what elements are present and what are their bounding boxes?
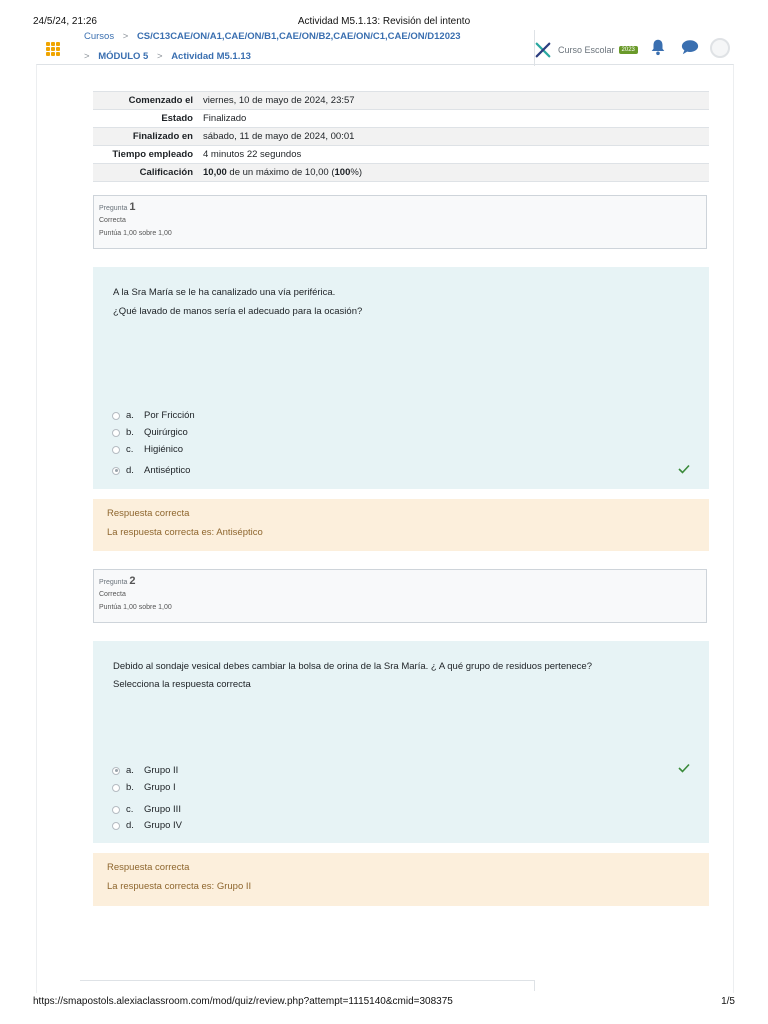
summary-row [93,128,709,146]
summary-value: sábado, 11 de mayo de 2024, 00:01 [203,131,355,142]
answer-option[interactable] [112,804,181,815]
option-letter: c. [126,444,134,455]
attempt-summary-table [93,91,709,182]
chevron-right-icon: > [122,31,129,42]
breadcrumb-activity[interactable]: Actividad M5.1.13 [171,51,251,62]
option-label: Grupo IV [144,820,183,831]
summary-label: Finalizado en [132,131,193,142]
answer-option[interactable] [112,782,176,793]
option-letter: d. [126,820,134,831]
user-avatar-icon[interactable] [710,38,730,58]
print-page-number: 1/5 [721,996,735,1007]
summary-row [93,110,709,128]
brand[interactable] [534,41,638,59]
summary-row [93,92,709,110]
question-state: Correcta [99,217,126,224]
option-label: Por Fricción [144,410,195,421]
radio-button-checked[interactable] [112,767,120,775]
radio-button[interactable] [112,429,120,437]
grade-value: 10,00 [203,167,227,178]
print-header [33,16,735,30]
print-title: Actividad M5.1.13: Revisión del intento [297,16,471,27]
answer-option[interactable] [112,427,188,438]
question-number-value: 2 [129,575,136,587]
feedback-text: La respuesta correcta es: Grupo II [107,881,252,892]
summary-grade [198,164,709,182]
option-label: Higiénico [144,444,184,455]
option-letter: a. [126,765,134,776]
question-content [93,641,709,843]
question-text-line: A la Sra María se le ha canalizado una vía periférica. [113,287,336,298]
question-number [99,575,701,587]
answer-option[interactable] [112,820,182,831]
answer-option-selected[interactable] [112,465,190,476]
breadcrumb-courses[interactable]: Cursos [84,31,115,42]
option-letter: c. [126,804,134,815]
brand-name: Curso Escolar [558,45,615,55]
chat-icon[interactable] [680,38,700,56]
summary-label: Comenzado el [128,95,193,106]
option-letter: b. [126,782,134,793]
question-info [93,195,707,249]
chevron-right-icon: > [156,51,163,62]
app-grid-icon[interactable] [46,42,60,56]
option-label: Grupo II [144,765,179,776]
summary-value: Finalizado [203,113,247,124]
breadcrumb [84,31,461,42]
option-letter: b. [126,427,134,438]
summary-label: Tiempo empleado [112,149,193,160]
radio-button-checked[interactable] [112,467,120,475]
feedback-text: La respuesta correcta es: Antiséptico [107,527,263,538]
summary-label: Calificación [139,167,193,178]
answer-option[interactable] [112,410,195,421]
option-label: Quirúrgico [144,427,188,438]
breadcrumb-module[interactable]: MÓDULO 5 [98,51,149,62]
summary-label: Estado [161,113,193,124]
question-text-line: Debido al sondaje vesical debes cambiar la bolsa de orina de la Sra María. ¿ A qué grupo de residuos pertenece? [113,661,592,672]
correct-check-icon [678,763,690,773]
year-badge: 2023 [619,46,638,54]
answer-feedback [93,853,709,906]
radio-button[interactable] [112,412,120,420]
brand-logo-icon [534,41,552,59]
question-grade: Puntúa 1,00 sobre 1,00 [99,230,172,237]
question-number-value: 1 [129,201,136,213]
radio-button[interactable] [112,806,120,814]
radio-button[interactable] [112,822,120,830]
feedback-title: Respuesta correcta [107,508,190,519]
answer-option[interactable] [112,444,183,455]
question-number [99,201,701,213]
answer-option-selected[interactable] [112,765,178,776]
chevron-right-icon: > [84,51,90,62]
radio-button[interactable] [112,784,120,792]
option-letter: d. [126,465,134,476]
summary-value: viernes, 10 de mayo de 2024, 23:57 [203,95,355,106]
bottom-nav-clipped [80,980,535,991]
print-url: https://smapostols.alexiaclassroom.com/mod/quiz/review.php?attempt=1115140&cmid=308375 [33,996,453,1007]
option-letter: a. [126,410,134,421]
question-content [93,267,709,489]
summary-row-grade [93,164,709,182]
summary-value: 4 minutos 22 segundos [203,149,302,160]
question-grade: Puntúa 1,00 sobre 1,00 [99,604,172,611]
grade-end: %) [350,167,362,178]
question-prefix: Pregunta [99,205,128,212]
bell-icon[interactable] [649,38,667,56]
print-datetime: 24/5/24, 21:26 [33,16,97,27]
question-state: Correcta [99,591,126,598]
answer-feedback [93,499,709,551]
grade-mid: de un máximo de 10,00 ( [226,167,335,178]
print-footer [33,996,735,1010]
feedback-title: Respuesta correcta [107,862,190,873]
summary-row [93,146,709,164]
option-label: Antiséptico [144,465,191,476]
question-text-line: Selecciona la respuesta correcta [113,679,251,690]
grade-percent: 100 [334,167,351,178]
question-text-line: ¿Qué lavado de manos sería el adecuado para la ocasión? [113,306,363,317]
question-prefix: Pregunta [99,579,128,586]
breadcrumb-course[interactable]: CS/C13CAE/ON/A1,CAE/ON/B1,CAE/ON/B2,CAE/ON/C1,CAE/ON/D12023 [136,31,461,42]
correct-check-icon [678,464,690,474]
breadcrumb-second-row [84,51,251,62]
option-label: Grupo III [144,804,181,815]
option-label: Grupo I [144,782,176,793]
question-info [93,569,707,623]
radio-button[interactable] [112,446,120,454]
